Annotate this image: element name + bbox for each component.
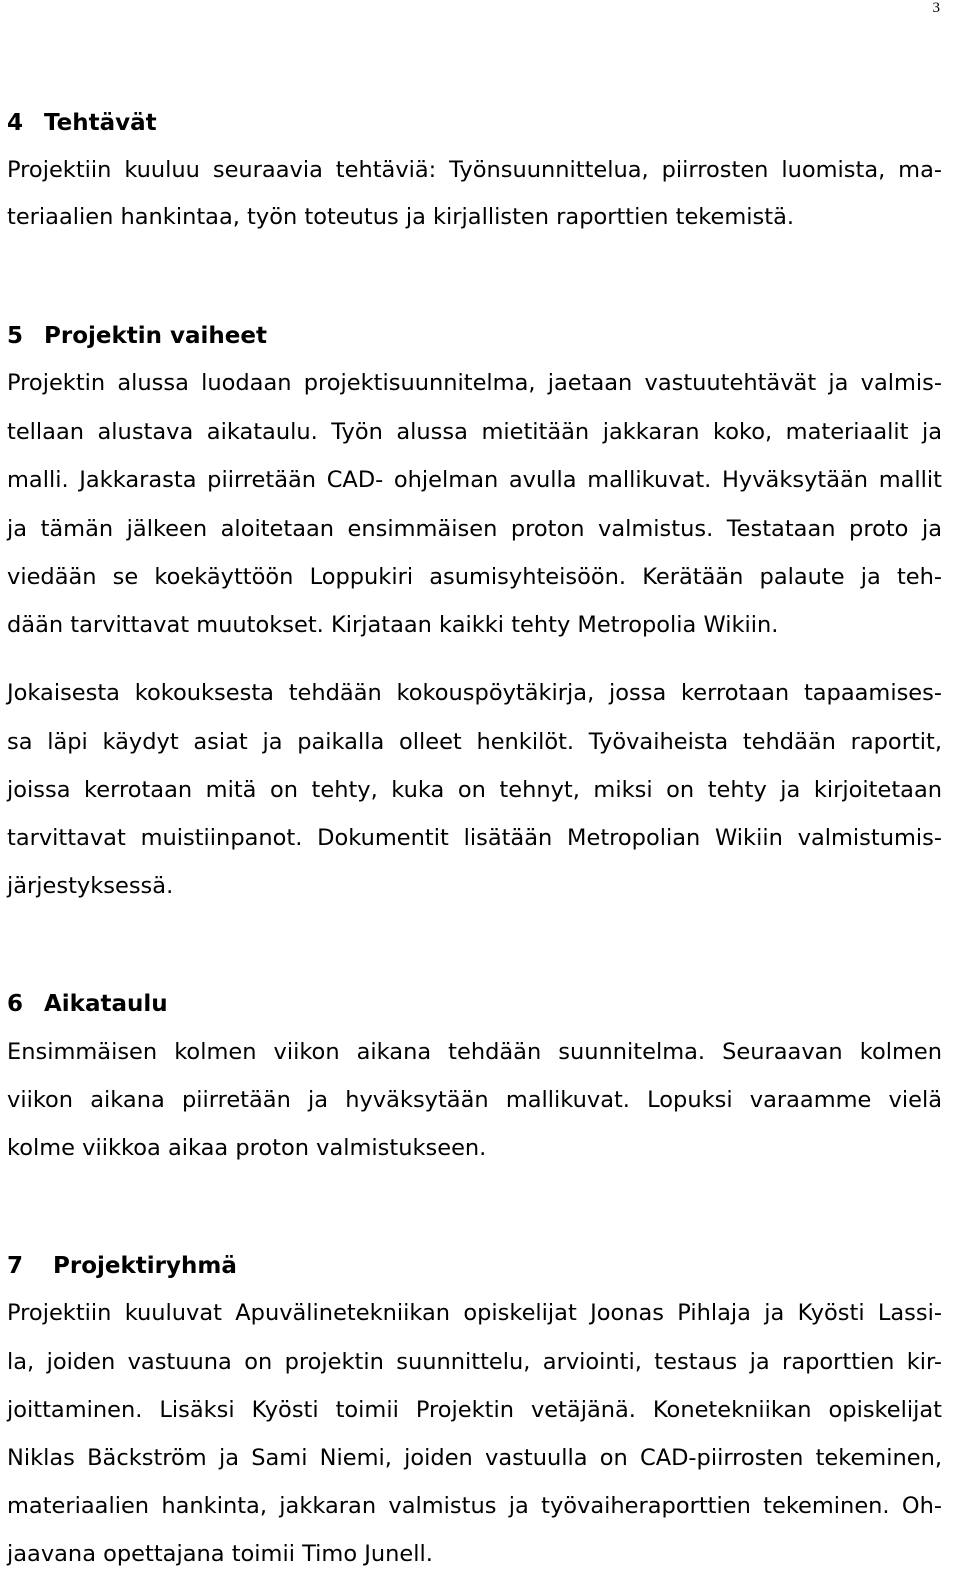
section-title: Tehtävät	[44, 110, 157, 136]
text-line: materiaalien hankinta, jakkaran valmistus ja työvaiheraporttien tekeminen. Oh-	[7, 1493, 942, 1519]
text-line: dään tarvittavat muutokset. Kirjataan kaikki tehty Metropolia Wikiin.	[7, 612, 779, 638]
text-line: tarvittavat muistiinpanot. Dokumentit lisätään Metropolian Wikiin valmistumis-	[7, 825, 942, 851]
text-line: ja tämän jälkeen aloitetaan ensimmäisen proton valmistus. Testataan proto ja	[7, 516, 942, 542]
section-heading-6	[7, 989, 168, 1019]
text-line: Projektiin kuuluu seuraavia tehtäviä: Työnsuunnittelua, piirrosten luomista, ma-	[7, 157, 942, 183]
text-line: joissa kerrotaan mitä on tehty, kuka on tehnyt, miksi on tehty ja kirjoitetaan	[7, 777, 942, 803]
text-line: Niklas Bäckström ja Sami Niemi, joiden vastuulla on CAD-piirrosten tekeminen,	[7, 1445, 942, 1471]
text-line: Projektiin kuuluvat Apuvälinetekniikan opiskelijat Joonas Pihlaja ja Kyösti Lassi-	[7, 1300, 942, 1326]
section-title: Aikataulu	[44, 991, 168, 1017]
section-number: 5	[7, 323, 24, 349]
page-number: 3	[932, 0, 940, 16]
section-heading-7	[7, 1251, 237, 1281]
text-line: Ensimmäisen kolmen viikon aikana tehdään suunnitelma. Seuraavan kolmen	[7, 1039, 942, 1065]
text-line: la, joiden vastuuna on projektin suunnittelu, arviointi, testaus ja raporttien kir-	[7, 1349, 942, 1375]
text-line: malli. Jakkarasta piirretään CAD- ohjelman avulla mallikuvat. Hyväksytään mallit	[7, 467, 942, 493]
section-heading-4	[7, 108, 157, 138]
section-number: 4	[7, 110, 24, 136]
text-line: viikon aikana piirretään ja hyväksytään mallikuvat. Lopuksi varaamme vielä	[7, 1087, 942, 1113]
text-line: viedään se koekäyttöön Loppukiri asumisyhteisöön. Kerätään palaute ja teh-	[7, 564, 942, 590]
text-line: jaavana opettajana toimii Timo Junell.	[7, 1541, 433, 1567]
text-line: joittaminen. Lisäksi Kyösti toimii Projektin vetäjänä. Konetekniikan opiskelijat	[7, 1397, 942, 1423]
section-title: Projektiryhmä	[53, 1253, 237, 1279]
section-number: 7	[7, 1253, 24, 1279]
section-heading-5	[7, 321, 267, 351]
text-line: Jokaisesta kokouksesta tehdään kokouspöytäkirja, jossa kerrotaan tapaamises-	[7, 680, 942, 706]
text-line: järjestyksessä.	[7, 873, 174, 899]
text-line: kolme viikkoa aikaa proton valmistukseen.	[7, 1135, 487, 1161]
text-line: Projektin alussa luodaan projektisuunnitelma, jaetaan vastuutehtävät ja valmis-	[7, 370, 942, 396]
text-line: tellaan alustava aikataulu. Työn alussa mietitään jakkaran koko, materiaalit ja	[7, 419, 942, 445]
text-line: teriaalien hankintaa, työn toteutus ja kirjallisten raporttien tekemistä.	[7, 204, 795, 230]
text-line: sa läpi käydyt asiat ja paikalla olleet henkilöt. Työvaiheista tehdään raportit,	[7, 729, 942, 755]
section-number: 6	[7, 991, 24, 1017]
section-title: Projektin vaiheet	[44, 323, 268, 349]
